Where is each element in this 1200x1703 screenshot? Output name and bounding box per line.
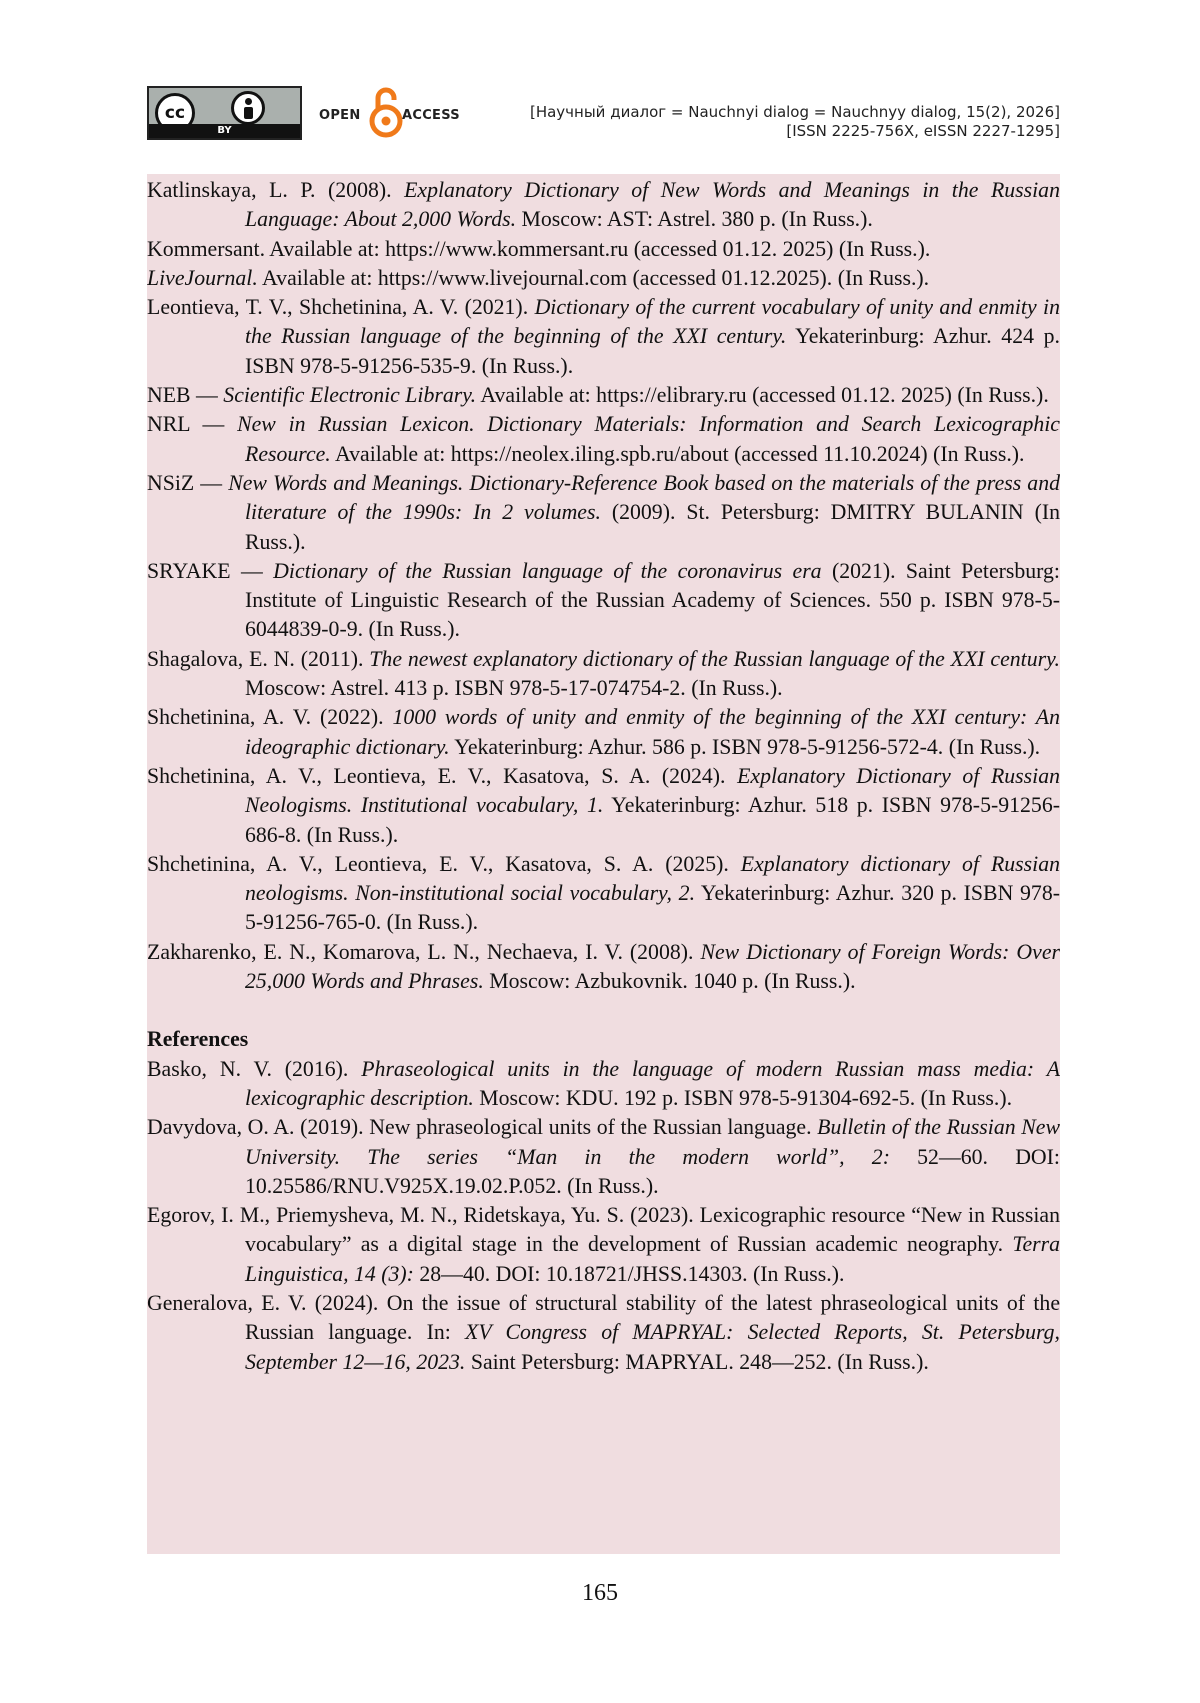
page-number: 165 xyxy=(582,1580,618,1606)
entry-post: Yekaterinburg: Azhur. 424 p. ISBN 978-5-91256-535-9. (In Russ.). xyxy=(245,324,1060,378)
page-header xyxy=(147,86,1060,146)
entry-pre: SRYAKE — xyxy=(147,558,274,583)
entry-post: Moscow: Azbukovnik. 1040 p. (In Russ.). xyxy=(483,969,856,994)
entry-it: Explanatory Dictionary of New Words and Meanings in the Russian Language: About 2,000 Words. xyxy=(245,178,1060,232)
journal-title-line: [Научный диалог = Nauchnyi dialog = Nauchnyy dialog, 15(2), 2026] xyxy=(529,103,1060,121)
entry-it: Explanatory dictionary of Russian neologisms. Non-institutional social vocabulary, 2. xyxy=(245,851,1060,906)
entry-pre: Egorov, I. M., Priemysheva, M. N., Ridetskaya, Yu. S. (2023). Lexicographic resource “New in Russian vocabulary” as a digital stage in the development of Russian academic neography. xyxy=(147,1203,1060,1257)
open-access-logo xyxy=(317,86,467,140)
entry-pre: NSiZ — xyxy=(147,470,229,495)
bibliography-entry xyxy=(147,235,1060,264)
references-heading: References xyxy=(147,1027,249,1052)
cc-by-license-badge[interactable] xyxy=(147,86,302,140)
entry-it: XV Congress of MAPRYAL: Selected Reports, St. Petersburg, September 12—16, 2023. xyxy=(245,1320,1060,1374)
entry-post: Moscow: AST: Astrel. 380 p. (In Russ.). xyxy=(516,207,873,232)
entry-pre: Zakharenko, E. N., Komarova, L. N., Nechaeva, I. V. (2008). xyxy=(147,939,701,964)
entry-post: Yekaterinburg: Azhur. 586 p. ISBN 978-5-91256-572-4. (In Russ.). xyxy=(449,734,1041,759)
bibliography-entry xyxy=(147,938,1060,997)
entry-it: New Dictionary of Foreign Words: Over 25,000 Words and Phrases. xyxy=(245,939,1060,994)
entry-it: New in Russian Lexicon. Dictionary Materials: Information and Search Lexicographic Resource. xyxy=(237,412,1060,466)
bibliography-entry xyxy=(147,381,1060,410)
journal-citation xyxy=(530,103,1060,141)
bibliography-entry xyxy=(147,645,1060,704)
entry-pre: Kommersant. Available at: https://www.kommersant.ru (accessed 01.12. 2025) (In Russ.). xyxy=(147,236,931,261)
references-list xyxy=(147,1055,1060,1377)
bibliography-entry xyxy=(147,1113,1060,1201)
bibliography-block xyxy=(147,174,1060,1554)
cc-icon: cc xyxy=(155,93,195,133)
entry-pre: Shchetinina, A. V., Leontieva, E. V., Kasatova, S. A. (2025). xyxy=(147,851,741,876)
bibliography-entry xyxy=(147,557,1060,645)
entry-post: (2009). St. Petersburg: DMITRY BULANIN (In Russ.). xyxy=(245,500,1060,554)
entry-post: 52—60. DOI: 10.25586/RNU.V925X.19.02.P.052. (In Russ.). xyxy=(245,1144,1060,1198)
journal-issn-line: [ISSN 2225-756X, eISSN 2227-1295] xyxy=(786,122,1060,140)
entry-pre: Shchetinina, A. V. (2022). xyxy=(147,705,393,730)
entry-post: Available at: https://neolex.iling.spb.ru/about (accessed 11.10.2024) (In Russ.). xyxy=(330,441,1025,466)
bibliography-entry xyxy=(147,1289,1060,1377)
entry-post: Available at: https://www.livejournal.com (accessed 01.12.2025). (In Russ.). xyxy=(257,265,930,290)
bibliography-entry xyxy=(147,1201,1060,1289)
entry-it: Phraseological units in the language of modern Russian mass media: A lexicographic description. xyxy=(245,1056,1060,1110)
entry-it: Dictionary of the current vocabulary of unity and enmity in the Russian language of the beginning of the XXI century. xyxy=(245,295,1060,349)
entry-post: Yekaterinburg: Azhur. 518 p. ISBN 978-5-91256-686-8. (In Russ.). xyxy=(245,793,1060,847)
by-label: BY xyxy=(149,124,300,138)
entry-it: LiveJournal. xyxy=(147,265,258,290)
entry-pre: Generalova, E. V. (2024). On the issue of structural stability of the latest phraseological units of the Russian language. In: xyxy=(147,1290,1060,1345)
entry-pre: Leontieva, T. V., Shchetinina, A. V. (2021). xyxy=(147,295,535,320)
open-lock-icon xyxy=(369,86,403,138)
entry-it: Scientific Electronic Library. xyxy=(223,383,477,408)
bibliography-entry xyxy=(147,264,1060,293)
entry-it: Explanatory Dictionary of Russian Neologisms. Institutional vocabulary, 1. xyxy=(245,763,1060,818)
entry-pre: Shagalova, E. N. (2011). xyxy=(147,646,370,671)
entry-post: Saint Petersburg: MAPRYAL. 248—252. (In Russ.). xyxy=(465,1349,929,1374)
entry-it: Terra Linguistica, 14 (3): xyxy=(245,1232,1060,1286)
entry-pre: NRL — xyxy=(147,412,238,437)
entry-pre: NEB — xyxy=(147,383,224,408)
bibliography-entry xyxy=(147,850,1060,938)
open-access-text-access: ACCESS xyxy=(402,108,460,123)
entry-post: Available at: https://elibrary.ru (accessed 01.12. 2025) (In Russ.). xyxy=(476,383,1049,408)
entry-post: Yekaterinburg: Azhur. 320 p. ISBN 978-5-91256-765-0. (In Russ.). xyxy=(245,881,1060,935)
bibliography-entry xyxy=(147,469,1060,557)
entry-it: 1000 words of unity and enmity of the beginning of the XXI century: An ideographic dictionary. xyxy=(245,705,1060,759)
attribution-person-icon xyxy=(231,91,265,125)
entry-pre: Shchetinina, A. V., Leontieva, E. V., Kasatova, S. A. (2024). xyxy=(147,763,738,788)
entry-post: Moscow: Astrel. 413 p. ISBN 978-5-17-074754-2. (In Russ.). xyxy=(245,676,783,701)
entry-it: The newest explanatory dictionary of the Russian language of the XXI century. xyxy=(369,646,1060,671)
entry-post: (2021). Saint Petersburg: Institute of Linguistic Research of the Russian Academy of Sciences. 550 p. ISBN 978-5-6044839-0-9. (In Russ.). xyxy=(245,558,1060,642)
entry-it: Bulletin of the Russian New University. The series “Man in the modern world”, 2: xyxy=(245,1115,1060,1169)
sources-list xyxy=(147,176,1060,996)
bibliography-entry xyxy=(147,1055,1060,1114)
open-access-text-open: OPEN xyxy=(319,108,361,123)
entry-pre: Davydova, O. A. (2019). New phraseological units of the Russian language. xyxy=(147,1115,818,1140)
bibliography-entry xyxy=(147,703,1060,762)
bibliography-entry xyxy=(147,293,1060,381)
entry-post: 28—40. DOI: 10.18721/JHSS.14303. (In Russ.). xyxy=(413,1261,845,1286)
entry-it: Dictionary of the Russian language of the coronavirus era xyxy=(273,558,822,583)
entry-it: New Words and Meanings. Dictionary-Reference Book based on the materials of the press and literature of the 1990s: In 2 volumes. xyxy=(228,470,1060,525)
bibliography-entry xyxy=(147,176,1060,235)
entry-post: Moscow: KDU. 192 p. ISBN 978-5-91304-692-5. (In Russ.). xyxy=(473,1085,1013,1110)
entry-pre: Katlinskaya, L. P. (2008). xyxy=(147,178,405,202)
bibliography-entry xyxy=(147,410,1060,469)
bibliography-entry xyxy=(147,762,1060,850)
entry-pre: Basko, N. V. (2016). xyxy=(147,1056,362,1081)
